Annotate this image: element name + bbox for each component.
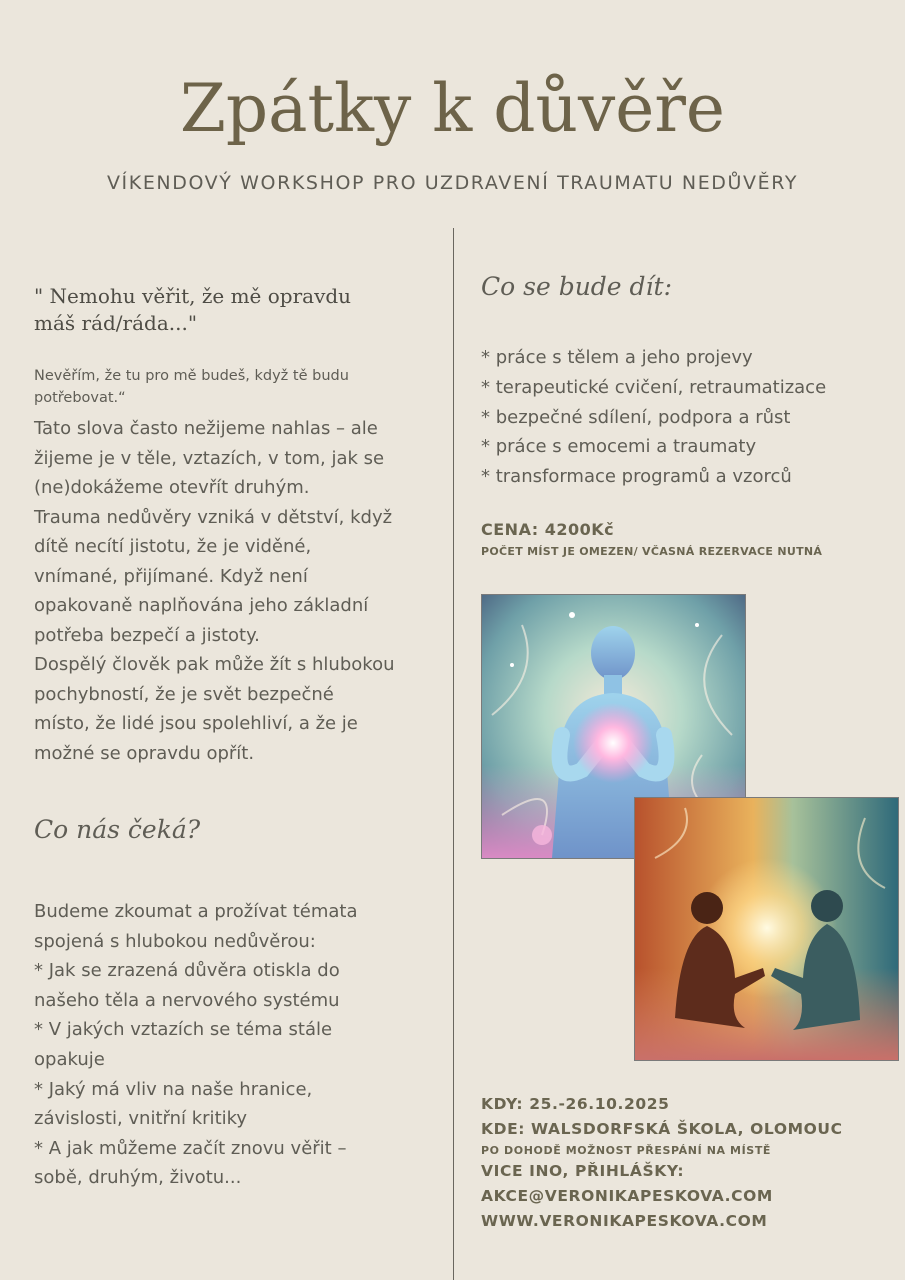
overnight-note: PO DOHODĚ MOŽNOST PŘESPÁNÍ NA MÍSTĚ bbox=[481, 1144, 772, 1157]
paragraph-line: Dospělý člověk pak může žít s hlubokou bbox=[34, 654, 395, 675]
quote-continuation bbox=[34, 365, 434, 409]
small-line: Nevěřím, že tu pro mě budeš, když tě budu bbox=[34, 368, 349, 384]
paragraph-line: žijeme je v těle, vztazích, v tom, jak se bbox=[34, 447, 385, 469]
price-note: POČET MÍST JE OMEZEN/ VČASNÁ REZERVACE NUTNÁ bbox=[481, 545, 823, 558]
small-line: potřebovat.“ bbox=[34, 390, 126, 406]
paragraph-line: opakovaně naplňována jeho základní bbox=[34, 595, 369, 616]
list-line: Budeme zkoumat a prožívat témata bbox=[34, 901, 358, 922]
activities-list bbox=[481, 343, 891, 492]
website-link[interactable]: WWW.VERONIKAPESKOVA.COM bbox=[481, 1212, 768, 1230]
paragraph-line: potřeba bezpečí a jistoty. bbox=[34, 624, 260, 646]
list-item: * transformace programů a vzorců bbox=[481, 466, 792, 488]
event-date: KDY: 25.-26.10.2025 bbox=[481, 1095, 670, 1113]
section-heading-what-happens: Co se bude dít: bbox=[481, 272, 673, 301]
quote-line: " Nemohu věřit, že mě opravdu bbox=[34, 284, 352, 308]
list-line: * V jakých vztazích se téma stále bbox=[34, 1019, 333, 1041]
list-item: * práce s tělem a jeho projevy bbox=[481, 347, 753, 368]
paragraph-line: možné se opravdu opřít. bbox=[34, 742, 255, 764]
list-line: závislosti, vnitřní kritiky bbox=[34, 1108, 248, 1130]
list-item: * terapeutické cvičení, retraumatizace bbox=[481, 376, 827, 398]
list-item: * bezpečné sdílení, podpora a růst bbox=[481, 406, 791, 428]
section-heading-what-awaits: Co nás čeká? bbox=[34, 815, 201, 844]
what-awaits-list bbox=[34, 897, 444, 1193]
quote bbox=[34, 283, 434, 337]
paragraph-line: Trauma nedůvěry vzniká v dětství, když bbox=[34, 506, 393, 528]
list-line: * Jaký má vliv na naše hranice, bbox=[34, 1078, 313, 1100]
quote-line: máš rád/ráda..." bbox=[34, 311, 198, 335]
paragraph-line: pochybností, že je svět bezpečné bbox=[34, 683, 334, 705]
list-line: našeho těla a nervového systému bbox=[34, 989, 340, 1011]
event-location: KDE: WALSDORFSKÁ ŠKOLA, OLOMOUC bbox=[481, 1120, 843, 1138]
list-line: spojená s hlubokou nedůvěrou: bbox=[34, 930, 316, 952]
page-subtitle: VÍKENDOVÝ WORKSHOP PRO UZDRAVENÍ TRAUMATU NEDŮVĚRY bbox=[106, 172, 799, 194]
intro-paragraph bbox=[34, 414, 444, 768]
list-line: opakuje bbox=[34, 1048, 105, 1070]
list-line: sobě, druhým, životu... bbox=[34, 1167, 242, 1189]
list-item: * práce s emocemi a traumaty bbox=[481, 436, 757, 458]
paragraph-line: místo, že lidé jsou spolehliví, a že je bbox=[34, 713, 358, 734]
column-divider bbox=[453, 228, 454, 1280]
paragraph-line: Tato slova často nežijeme nahlas – ale bbox=[34, 418, 378, 439]
contact-email[interactable]: AKCE@VERONIKAPESKOVA.COM bbox=[481, 1187, 773, 1205]
couple-holding-hands-image bbox=[634, 797, 899, 1061]
list-line: * A jak můžeme začít znovu věřit – bbox=[34, 1137, 347, 1159]
more-info-label: VICE INO, PŘIHLÁŠKY: bbox=[481, 1162, 685, 1180]
page-title: Zpátky k důvěře bbox=[180, 70, 725, 147]
list-line: * Jak se zrazená důvěra otiskla do bbox=[34, 960, 340, 982]
price: CENA: 4200Kč bbox=[481, 520, 615, 539]
paragraph-line: vnímané, přijímané. Když není bbox=[34, 565, 308, 587]
paragraph-line: dítě necítí jistotu, že je viděné, bbox=[34, 536, 312, 557]
paragraph-line: (ne)dokážeme otevřít druhým. bbox=[34, 477, 310, 498]
